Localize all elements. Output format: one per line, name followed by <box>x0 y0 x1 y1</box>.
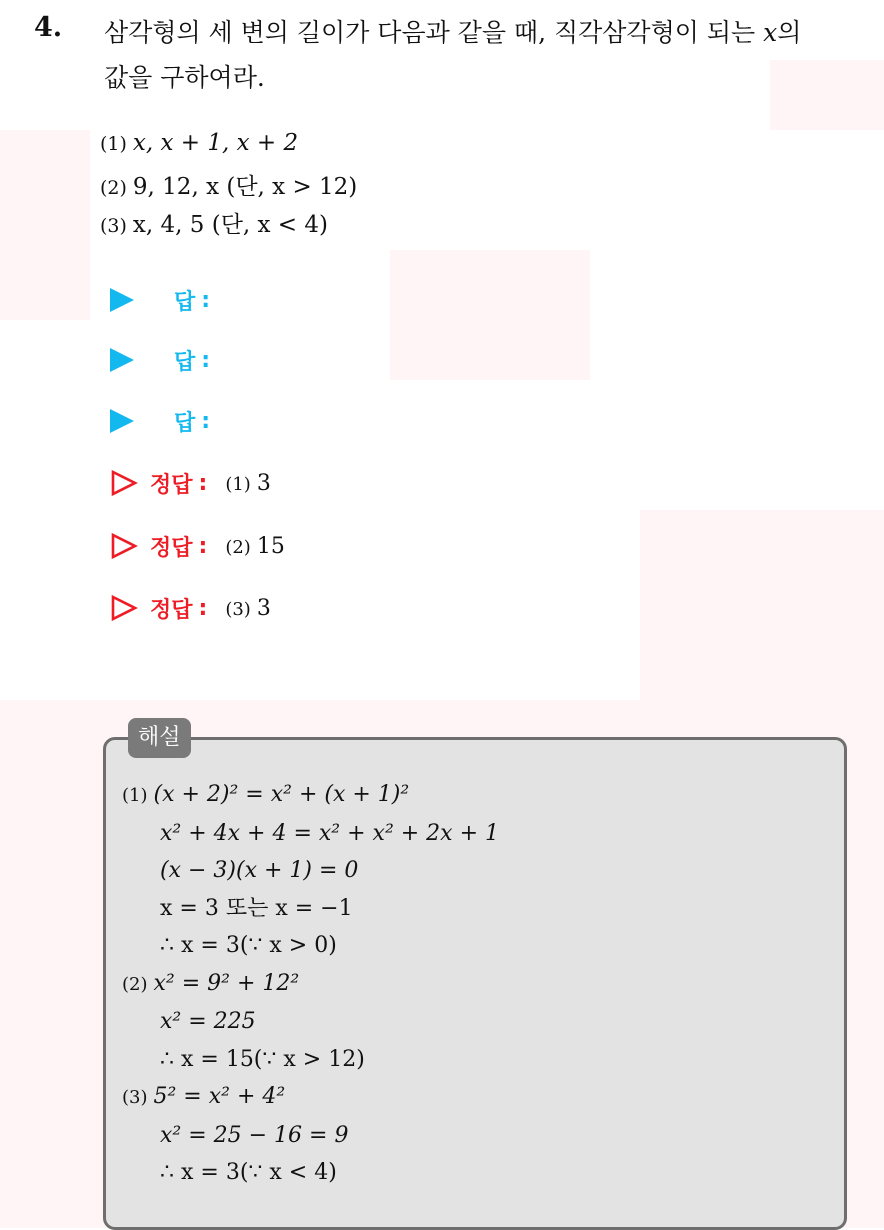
answer-label: 답 <box>174 349 196 375</box>
solution-line <box>122 852 499 890</box>
question-text-line1-end: 의 <box>777 18 802 47</box>
solution-line <box>122 815 499 853</box>
solution-part-label: (2) <box>122 973 148 995</box>
correct-answer-row-1 <box>110 466 271 500</box>
correct-answer-number: 15 <box>256 533 285 559</box>
solution-line <box>122 965 499 1004</box>
correct-answer-tag: 정답 <box>150 597 193 623</box>
filled-triangle-icon <box>110 409 134 433</box>
solution-title: 해설 <box>128 718 191 758</box>
solution-line-text: (x − 3)(x + 1) = 0 <box>160 858 359 883</box>
correct-answer-number: 3 <box>256 470 271 496</box>
choice-text: x, 4, 5 (단, x < 4) <box>132 212 328 238</box>
solution-line <box>122 1117 499 1155</box>
solution-line-text: ∴ x = 15(∵ x > 12) <box>160 1046 365 1072</box>
choice-label: (1) <box>100 133 127 155</box>
solution-line-text: x² = 225 <box>160 1009 256 1034</box>
correct-answer-label: (1) <box>225 473 251 495</box>
correct-answer-value <box>225 596 271 621</box>
answer-colon: : <box>201 347 211 373</box>
correct-answer-tag: 정답 <box>150 535 193 561</box>
question-text-line1: 삼각형의 세 변의 길이가 다음과 같을 때, 직각삼각형이 되는 <box>104 18 764 47</box>
answer-row-1 <box>110 283 210 317</box>
solution-line <box>122 1078 499 1117</box>
choice-2 <box>100 168 357 201</box>
solution-part-label: (1) <box>122 785 148 806</box>
solution-line <box>122 890 499 928</box>
outline-triangle-icon <box>110 594 138 622</box>
correct-answer-row-2 <box>110 529 285 563</box>
choice-label: (2) <box>100 177 127 199</box>
answer-row-3 <box>110 404 210 438</box>
choice-text: x, x + 1, x + 2 <box>132 130 299 156</box>
correct-answer-value <box>225 534 285 559</box>
choice-label: (3) <box>100 215 127 237</box>
filled-triangle-icon <box>110 348 134 372</box>
correct-answer-number: 3 <box>256 595 271 621</box>
solution-line <box>122 1154 499 1192</box>
question-text-line2: 값을 구하여라. <box>104 63 265 92</box>
background-block <box>390 250 590 380</box>
answer-row-2 <box>110 343 210 377</box>
background-block <box>0 130 90 320</box>
correct-answer-colon: : <box>198 470 208 496</box>
question-number: 4. <box>34 12 63 43</box>
correct-answer-colon: : <box>198 533 208 559</box>
solution-line-text: ∴ x = 3(∵ x < 4) <box>160 1160 337 1185</box>
solution-body <box>122 776 499 1192</box>
solution-line-text: x² = 25 − 16 = 9 <box>160 1122 349 1148</box>
solution-line <box>122 1041 499 1079</box>
solution-line <box>122 927 499 965</box>
outline-triangle-icon <box>110 532 138 560</box>
answer-colon: : <box>201 287 211 313</box>
answer-label: 답 <box>174 289 196 315</box>
choice-3 <box>100 206 328 239</box>
choice-text: 9, 12, x (단, x > 12) <box>132 174 358 200</box>
solution-line-text: ∴ x = 3(∵ x > 0) <box>160 933 337 958</box>
question-variable: x <box>763 18 778 47</box>
correct-answer-value <box>225 471 271 496</box>
solution-line-text: x = 3 또는 x = −1 <box>160 895 353 921</box>
solution-line <box>122 776 499 815</box>
solution-line-text: 5² = x² + 4² <box>153 1084 286 1109</box>
correct-answer-row-3 <box>110 591 271 625</box>
answer-colon: : <box>201 408 211 434</box>
solution-line-text: (x + 2)² = x² + (x + 1)² <box>153 782 410 807</box>
answer-label: 답 <box>174 410 196 436</box>
solution-line-text: x² + 4x + 4 = x² + x² + 2x + 1 <box>160 820 500 846</box>
solution-line-text: x² = 9² + 12² <box>153 970 300 996</box>
choice-1 <box>100 130 298 156</box>
question-text <box>104 10 864 100</box>
correct-answer-tag: 정답 <box>150 472 193 498</box>
solution-part-label: (3) <box>122 1087 148 1108</box>
correct-answer-colon: : <box>198 595 208 621</box>
correct-answer-label: (3) <box>225 598 251 620</box>
solution-line <box>122 1003 499 1041</box>
filled-triangle-icon <box>110 288 134 312</box>
correct-answer-label: (2) <box>225 536 251 558</box>
background-block <box>640 510 884 710</box>
outline-triangle-icon <box>110 469 138 497</box>
